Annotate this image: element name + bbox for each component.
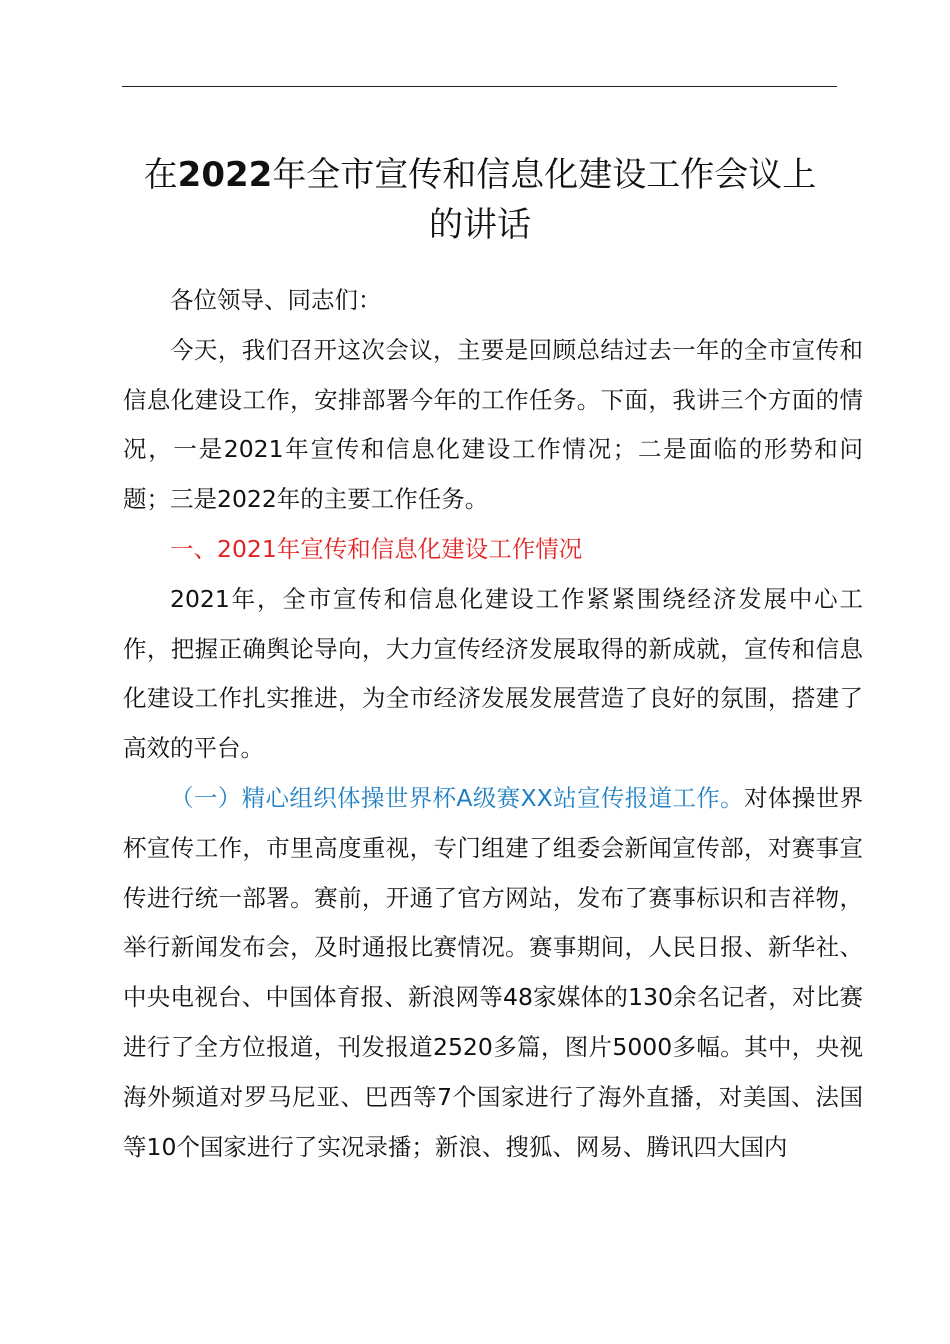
- greeting-paragraph: 各位领导、同志们：: [170, 286, 382, 314]
- subsection1-paragraph: [123, 774, 863, 1172]
- document-title: [100, 150, 860, 250]
- intro-paragraph: 今天，我们召开这次会议，主要是回顾总结过去一年的全市宣传和信息化建设工作，安排部署今年的工作任务。下面，我讲三个方面的情况，一是2021年宣传和信息化建设工作情况；二是面临的形势和问题；三是2022年的主要工作任务。: [123, 335, 863, 514]
- section1-heading: 一、2021年宣传和信息化建设工作情况: [170, 534, 583, 563]
- title-line1-rest: 年全市宣传和信息化建设工作会议上: [272, 155, 817, 195]
- title-prefix: 在: [143, 155, 178, 195]
- title-line2: 的讲话: [429, 205, 531, 245]
- header-rule: [122, 86, 837, 87]
- section1-body-paragraph: 2021年，全市宣传和信息化建设工作紧紧围绕经济发展中心工作，把握正确舆论导向，大力宣传经济发展取得的新成就，宣传和信息化建设工作扎实推进，为全市经济发展发展营造了良好的氛围，搭建了高效的平台。: [123, 584, 863, 763]
- title-year: 2022: [177, 155, 273, 195]
- document-body: [123, 276, 863, 1172]
- subsection1-body: 对体操世界杯宣传工作，市里高度重视，专门组建了组委会新闻宣传部，对赛事宣传进行统一部署。赛前，开通了官方网站，发布了赛事标识和吉祥物，举行新闻发布会，及时通报比赛情况。赛事期间，人民日报、新华社、中央电视台、中国体育报、新浪网等48家媒体的130余名记者，对比赛进行了全方位报道，刊发报道2520多篇，图片5000多幅。其中，央视海外频道对罗马尼亚、巴西等7个国家进行了海外直播，对美国、法国等10个国家进行了实况录播；新浪、搜狐、网易、腾讯四大国内: [123, 783, 864, 1161]
- subsection1-heading: （一）精心组织体操世界杯A级赛XX站宣传报道工作。: [170, 783, 745, 812]
